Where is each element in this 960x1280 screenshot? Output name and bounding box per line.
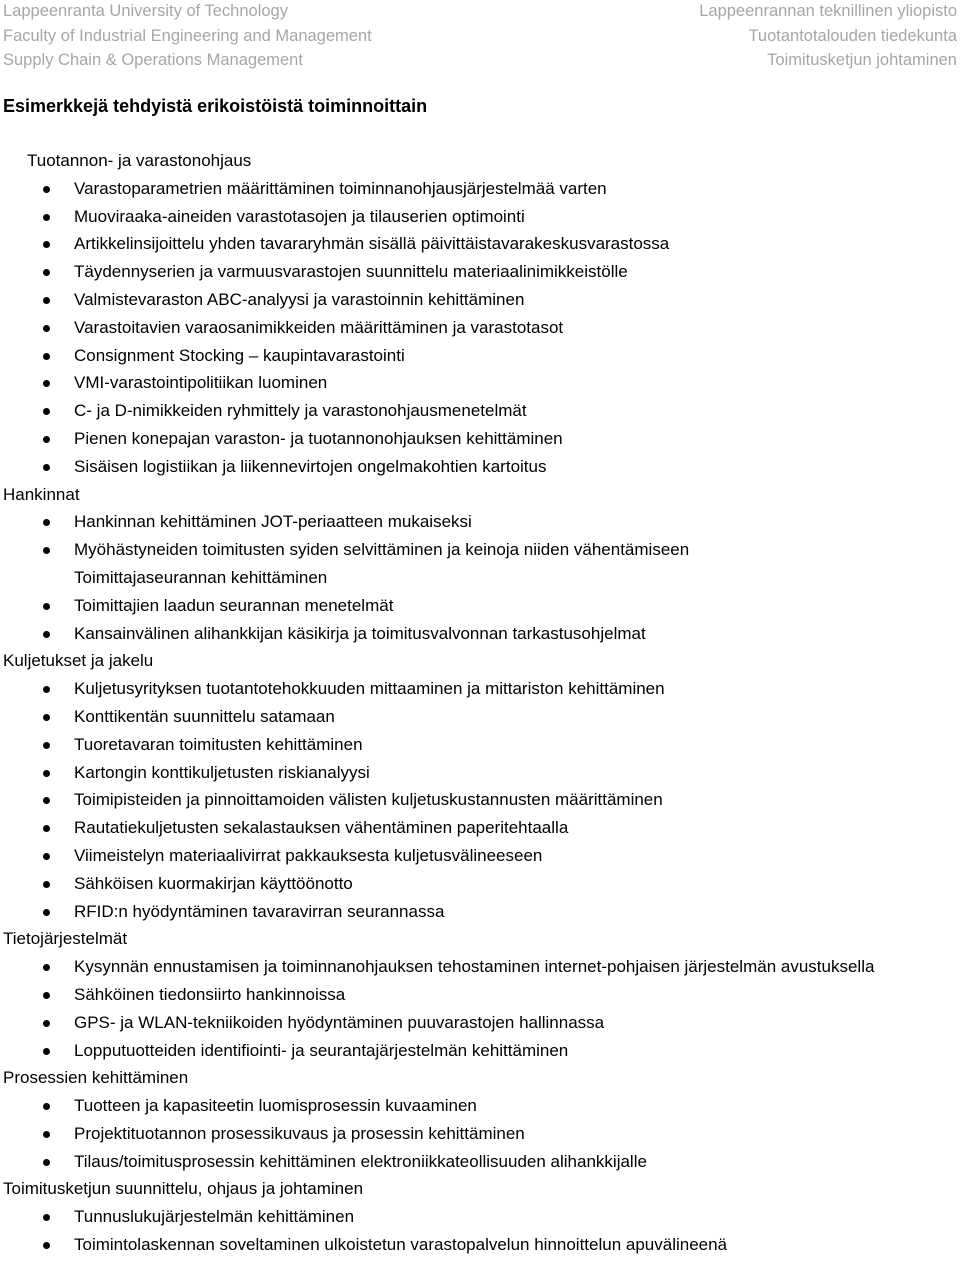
bullet-icon [43, 519, 50, 526]
list-item-text: Consignment Stocking – kaupintavarastointi [74, 345, 405, 365]
section-production-inventory [3, 147, 953, 481]
faculty-name-fi: Tuotantotalouden tiedekunta [748, 26, 957, 45]
bullet-icon [43, 825, 50, 832]
list-item [3, 342, 953, 370]
list-item-text: Toimittajien laadun seurannan menetelmät [74, 595, 394, 615]
list-item-text: Pienen konepajan varaston- ja tuotannonohjauksen kehittäminen [74, 428, 563, 448]
list-item-text: Rautatiekuljetusten sekalastauksen vähentäminen paperitehtaalla [74, 818, 569, 838]
list-item [3, 1203, 953, 1231]
section-heading: Tietojärjestelmät [3, 929, 128, 949]
bullet-icon [43, 603, 50, 610]
section-supply-chain-management [3, 1175, 953, 1258]
list-item-text: Hankinnan kehittäminen JOT-periaatteen mukaiseksi [74, 512, 472, 532]
list-item-text: Muoviraaka-aineiden varastotasojen ja tilauserien optimointi [74, 206, 525, 226]
list-item [3, 564, 953, 592]
list-item [3, 1120, 953, 1148]
bullet-icon [43, 241, 50, 248]
list-item-text: C- ja D-nimikkeiden ryhmittely ja varastonohjausmenetelmät [74, 401, 527, 421]
list-item-text: Artikkelinsijoittelu yhden tavararyhmän sisällä päivittäistavarakeskusvarastossa [74, 234, 670, 254]
item-list [3, 1203, 953, 1259]
list-item [3, 1037, 953, 1065]
bullet-icon [43, 1131, 50, 1138]
university-name-fi: Lappeenrannan teknillinen yliopisto [699, 2, 957, 20]
list-item [3, 1231, 953, 1259]
section-heading: Tuotannon- ja varastonohjaus [27, 151, 252, 170]
bullet-icon [43, 1048, 50, 1055]
bullet-icon [43, 881, 50, 888]
list-item-text: Sähköinen tiedonsiirto hankinnoissa [74, 984, 346, 1004]
list-item-text: Valmistevaraston ABC-analyysi ja varastoinnin kehittäminen [74, 289, 525, 309]
list-item [3, 592, 953, 620]
faculty-name: Faculty of Industrial Engineering and Management [3, 26, 372, 45]
bullet-icon [43, 631, 50, 638]
list-item [3, 1009, 953, 1037]
bullet-icon [43, 909, 50, 916]
bullet-icon [43, 1242, 50, 1249]
list-item [3, 731, 953, 759]
list-item-text: Varastoparametrien määrittäminen toiminnanohjausjärjestelmää varten [74, 178, 607, 198]
bullet-icon [43, 742, 50, 749]
list-item-text: Kartongin konttikuljetusten riskianalyysi [74, 762, 370, 782]
list-item [3, 508, 953, 536]
section-heading: Prosessien kehittäminen [3, 1068, 189, 1088]
list-item [3, 953, 953, 981]
list-item-text: Lopputuotteiden identifiointi- ja seurantajärjestelmän kehittäminen [74, 1040, 569, 1060]
bullet-icon [43, 686, 50, 693]
page-header [3, 0, 957, 72]
list-item [3, 870, 953, 898]
list-item [3, 620, 953, 648]
bullet-icon [43, 408, 50, 415]
bullet-icon [43, 853, 50, 860]
list-item-text: Sisäisen logistiikan ja liikennevirtojen ongelmakohtien kartoitus [74, 456, 547, 476]
section-heading: Kuljetukset ja jakelu [3, 651, 154, 671]
list-item-text: VMI-varastointipolitiikan luominen [74, 373, 328, 393]
list-item-text: Toimipisteiden ja pinnoittamoiden välisten kuljetuskustannusten määrittäminen [74, 790, 663, 810]
section-heading: Hankinnat [3, 484, 80, 504]
bullet-icon [43, 436, 50, 443]
section-process-development [3, 1064, 953, 1175]
item-list [3, 175, 953, 481]
list-item [3, 814, 953, 842]
list-item [3, 286, 953, 314]
list-item [3, 258, 953, 286]
list-item [3, 369, 953, 397]
list-item [3, 759, 953, 787]
list-item-text: Toimittajaseurannan kehittäminen [74, 567, 328, 587]
list-item-text: Tilaus/toimitusprosessin kehittäminen elektroniikkateollisuuden alihankkijalle [74, 1151, 647, 1171]
section-procurement [3, 481, 953, 648]
bullet-icon [43, 325, 50, 332]
list-item-text: Tuoretavaran toimitusten kehittäminen [74, 734, 363, 754]
bullet-icon [43, 964, 50, 971]
department-name: Supply Chain & Operations Management [3, 51, 303, 69]
list-item [3, 898, 953, 926]
list-item [3, 203, 953, 231]
bullet-icon [43, 214, 50, 221]
bullet-icon [43, 797, 50, 804]
bullet-icon [43, 297, 50, 304]
list-item [3, 314, 953, 342]
list-item [3, 703, 953, 731]
list-item-text: Konttikentän suunnittelu satamaan [74, 706, 335, 726]
bullet-icon [43, 464, 50, 471]
item-list [3, 953, 953, 1064]
list-item-text: RFID:n hyödyntäminen tavaravirran seurannassa [74, 901, 445, 921]
list-item-text: Sähköisen kuormakirjan käyttöönotto [74, 873, 353, 893]
list-item [3, 1092, 953, 1120]
header-right [699, 0, 957, 73]
bullet-icon [43, 1103, 50, 1110]
bullet-icon [43, 714, 50, 721]
document-title: Esimerkkejä tehdyistä erikoistöistä toiminnoittain [3, 96, 428, 116]
list-item [3, 981, 953, 1009]
list-item [3, 842, 953, 870]
bullet-icon [43, 353, 50, 360]
section-transport-distribution [3, 647, 953, 925]
list-item-text: Projektituotannon prosessikuvaus ja prosessin kehittäminen [74, 1123, 525, 1143]
item-list [3, 1092, 953, 1175]
bullet-icon [43, 1020, 50, 1027]
bullet-icon [43, 1159, 50, 1166]
list-item-text: Varastoitavien varaosanimikkeiden määrittäminen ja varastotasot [74, 317, 564, 337]
list-item-text: GPS- ja WLAN-tekniikoiden hyödyntäminen puuvarastojen hallinnassa [74, 1012, 605, 1032]
section-information-systems [3, 925, 953, 1064]
bullet-icon [43, 380, 50, 387]
list-item [3, 675, 953, 703]
bullet-icon [43, 770, 50, 777]
list-item-text: Toimintolaskennan soveltaminen ulkoistetun varastopalvelun hinnoittelun apuvälineenä [74, 1235, 728, 1255]
section-heading: Toimitusketjun suunnittelu, ohjaus ja johtaminen [3, 1179, 364, 1199]
university-name: Lappeenranta University of Technology [3, 2, 288, 20]
list-item-text: Tuotteen ja kapasiteetin luomisprosessin kuvaaminen [74, 1096, 477, 1116]
bullet-icon [43, 992, 50, 999]
document-body [3, 147, 953, 1259]
list-item [3, 175, 953, 203]
department-name-fi: Toimitusketjun johtaminen [767, 51, 957, 69]
list-item [3, 397, 953, 425]
list-item-text: Kysynnän ennustamisen ja toiminnanohjauksen tehostaminen internet-pohjaisen järjestelmän avustuksella [74, 957, 875, 977]
list-item-text: Tunnuslukujärjestelmän kehittäminen [74, 1207, 355, 1227]
list-item [3, 453, 953, 481]
bullet-icon [43, 269, 50, 276]
list-item [3, 425, 953, 453]
list-item-text: Kansainvälinen alihankkijan käsikirja ja toimitusvalvonnan tarkastusohjelmat [74, 623, 646, 643]
list-item [3, 786, 953, 814]
list-item [3, 536, 953, 564]
bullet-icon [43, 186, 50, 193]
header-left [3, 0, 372, 73]
list-item-text: Viimeistelyn materiaalivirrat pakkauksesta kuljetusvälineeseen [74, 845, 543, 865]
item-list [3, 675, 953, 925]
list-item-text: Myöhästyneiden toimitusten syiden selvittäminen ja keinoja niiden vähentämiseen [74, 540, 690, 560]
bullet-icon [43, 1214, 50, 1221]
bullet-icon [43, 547, 50, 554]
item-list [3, 508, 953, 647]
list-item [3, 1148, 953, 1176]
list-item [3, 230, 953, 258]
list-item-text: Kuljetusyrityksen tuotantotehokkuuden mittaaminen ja mittariston kehittäminen [74, 679, 665, 699]
list-item-text: Täydennyserien ja varmuusvarastojen suunnittelu materiaalinimikkeistölle [74, 262, 628, 282]
